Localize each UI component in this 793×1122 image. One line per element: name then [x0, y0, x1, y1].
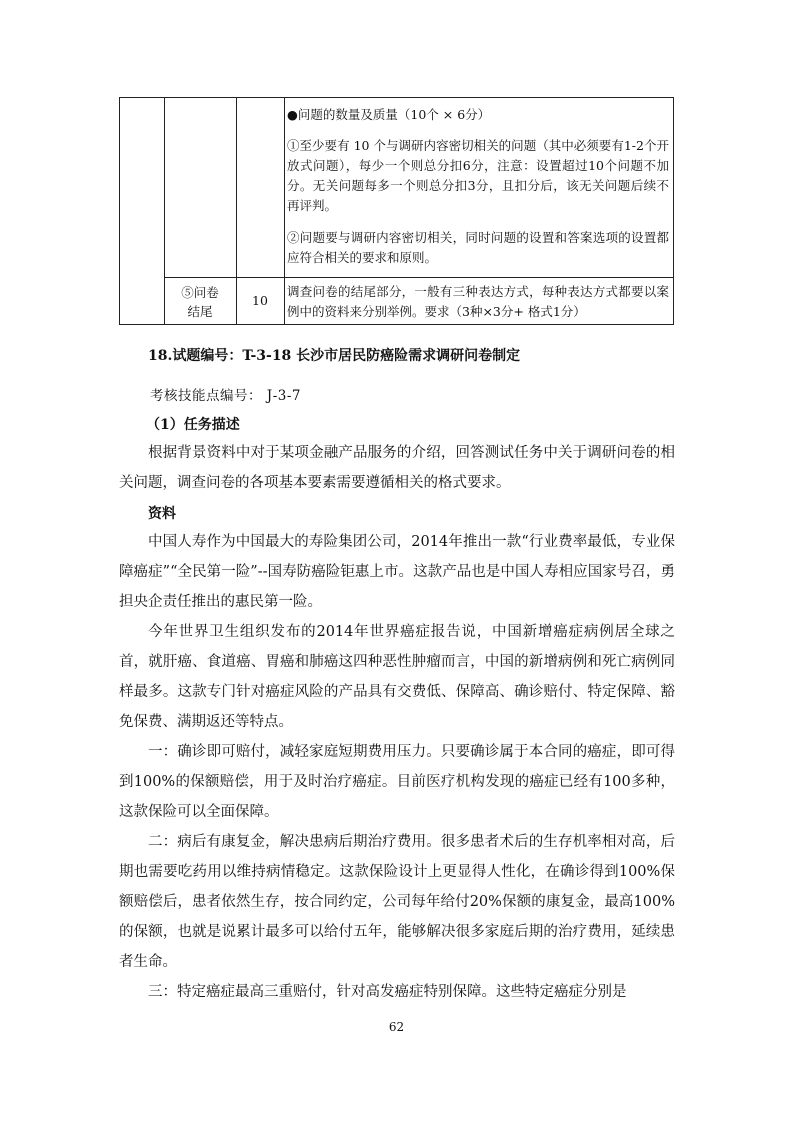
- scoring-table: [119, 97, 674, 325]
- skill-code: 考核技能点编号： J-3-7: [150, 388, 302, 404]
- questionnaire-ending-description: 调查问卷的结尾部分，一般有三种表达方式，每种表达方式都要以案例中的资料来分别举例。要求（3种×3分+ 格式1分）: [287, 284, 669, 319]
- task-heading: （1）任务描述: [146, 417, 240, 433]
- label-line: 结尾: [187, 304, 213, 319]
- question-quality-rule-1: ①至少要有 10 个与调研内容密切相关的问题（其中必须要有1-2个开放式问题），每少一个则总分扣6分，注意：设置超过10个问题不加分。无关问题每多一个则总分扣3分，且扣分后，该无关问题后续不再评判。: [287, 138, 669, 213]
- label-line: ⑤问卷: [181, 285, 219, 300]
- question-quality-heading: ●问题的数量及质量（10个 × 6分）: [287, 107, 491, 122]
- material-heading: 资料: [148, 506, 176, 522]
- material-paragraph: 中国人寿作为中国最大的寿险集团公司，2014年推出一款“行业费率最低，专业保障癌症”“全民第一险”--国寿防癌险钜惠上市。这款产品也是中国人寿相应国家号召，勇担央企责任推出的惠民第一险。: [119, 534, 675, 610]
- page-number: 62: [388, 1020, 405, 1034]
- task-description: 根据背景资料中对于某项金融产品服务的介绍，回答测试任务中关于调研问卷的相关问题，调查问卷的各项基本要素需要遵循相关的格式要求。: [119, 445, 675, 491]
- table-column-divider: [236, 98, 237, 324]
- material-paragraph: 三：特定癌症最高三重赔付，针对高发癌症特别保障。这些特定癌症分别是: [148, 984, 627, 1000]
- question-title: 18.试题编号：T-3-18 长沙市居民防癌险需求调研问卷制定: [148, 348, 521, 364]
- question-quality-rule-2: ②问题要与调研内容密切相关，同时问题的设置和答案选项的设置都应符合相关的要求和原则。: [287, 230, 669, 265]
- material-paragraph: 一：确诊即可赔付，减轻家庭短期费用压力。只要确诊属于本合同的癌症，即可得到100%的保额赔偿，用于及时治疗癌症。目前医疗机构发现的癌症已经有100多种，这款保险可以全面保障。: [119, 744, 675, 820]
- material-paragraph: 今年世界卫生组织发布的2014年世界癌症报告说，中国新增癌症病例居全球之首，就肝癌、食道癌、胃癌和肺癌这四种恶性肿瘤而言，中国的新增病例和死亡病例同样最多。这款专门针对癌症风险的产品具有交费低、保障高、确诊赔付、特定保障、豁免保费、满期返还等特点。: [119, 624, 675, 730]
- questionnaire-ending-label: [164, 283, 236, 321]
- questionnaire-ending-score: 10: [252, 293, 268, 308]
- material-paragraph: 二：病后有康复金，解决患病后期治疗费用。很多患者术后的生存机率相对高，后期也需要吃药用以维持病情稳定。这款保险设计上更显得人性化，在确诊得到100%保额赔偿后，患者依然生存，按合同约定，公司每年给付20%保额的康复金，最高100%的保额，也就是说累计最多可以给付五年，能够解决很多家庭后期的治疗费用，延续患者生命。: [119, 834, 675, 970]
- table-row-divider: [164, 277, 673, 278]
- table-column-divider: [284, 98, 285, 324]
